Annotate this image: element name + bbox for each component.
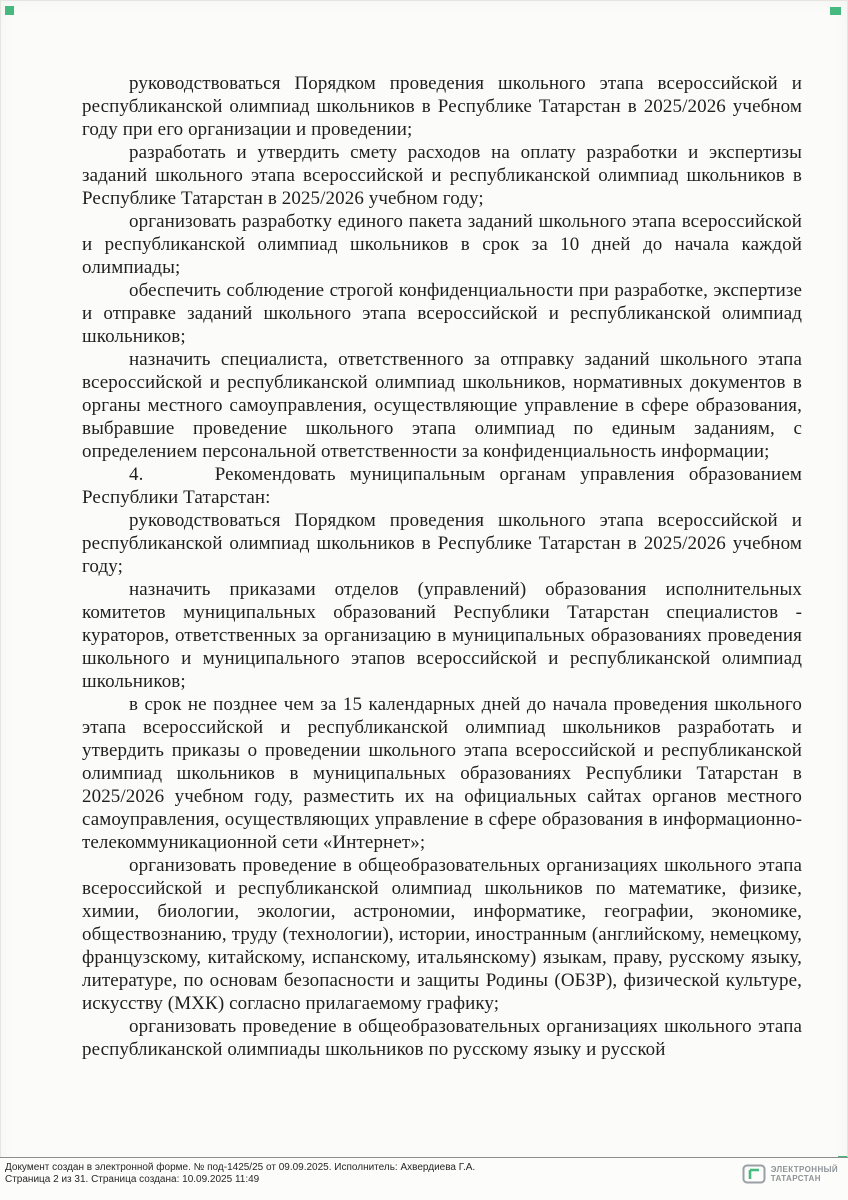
paragraph: в срок не позднее чем за 15 календарных дней до начала проведения школьного этапа всероссийской и республиканской олимпиад школьников разработать и утвердить приказы о проведении школьного этапа всероссийской и республиканской олимпиад школьников в муниципальных образованиях Республики Татарстан в 2025/2026 учебном году, разместить их на официальных сайтах органов местного самоуправления, осуществляющих управление в сфере образования в информационно-телекоммуникационной сети «Интернет»;: [82, 694, 802, 853]
paragraph: назначить приказами отделов (управлений) образования исполнительных комитетов муниципальных образований Республики Татарстан специалистов - кураторов, ответственных за организацию в муниципальных образованиях проведения школьного и муниципального этапов всероссийской и республиканской олимпиад школьников;: [82, 579, 802, 692]
paragraph: организовать проведение в общеобразовательных организациях школьного этапа всероссийской и республиканской олимпиад школьников по математике, физике, химии, биологии, экологии, астрономии, информатике, географии, экономике, обществознанию, труду (технологии), истории, иностранным (английскому, немецкому, французскому, китайскому, испанскому, итальянскому) языкам, праву, русскому языку, литературе, по основам безопасности и защиты Родины (ОБЗР), физической культуре, искусству (МХК) согласно прилагаемому графику;: [82, 855, 802, 1014]
paragraph: обеспечить соблюдение строгой конфиденциальности при разработке, экспертизе и отправке заданий школьного этапа всероссийской и республиканской олимпиад школьников;: [82, 280, 802, 347]
paragraph: организовать проведение в общеобразовательных организациях школьного этапа республиканской олимпиады школьников по русскому языку и русской: [82, 1016, 802, 1060]
document-body-text: [82, 72, 802, 1061]
paragraph: назначить специалиста, ответственного за отправку заданий школьного этапа всероссийской и республиканской олимпиад школьников, нормативных документов в органы местного самоуправления, осуществляющие управление в сфере образования, выбравшие проведение школьного этапа олимпиад по единым заданиям, с определением персональной ответственности за конфиденциальность информации;: [82, 349, 802, 462]
electronic-tatarstan-icon: [742, 1164, 766, 1184]
scan-mark-top-left: [5, 6, 14, 15]
logo-text-line-1: ЭЛЕКТРОННЫЙ: [770, 1165, 838, 1174]
paragraph: организовать разработку единого пакета заданий школьного этапа всероссийской и республиканской олимпиад школьников в срок за 10 дней до начала каждой олимпиады;: [82, 211, 802, 278]
electronic-tatarstan-logo: [742, 1164, 838, 1184]
paragraph: разработать и утвердить смету расходов на оплату разработки и экспертизы заданий школьного этапа всероссийской и республиканской олимпиад школьников в Республике Татарстан в 2025/2026 учебном году;: [82, 142, 802, 209]
logo-text-line-2: ТАТАРСТАН: [770, 1174, 821, 1183]
scan-mark-top-right: [830, 7, 841, 15]
footer-line-page-info: Страница 2 из 31. Страница создана: 10.09.2025 11:49: [5, 1174, 260, 1185]
document-footer-bar: [0, 1157, 848, 1200]
footer-metadata: [5, 1162, 475, 1186]
electronic-tatarstan-logo-text: [771, 1165, 838, 1183]
footer-line-document-info: Документ создан в электронной форме. № под-1425/25 от 09.09.2025. Исполнитель: Ахвердиева Г.А.: [5, 1162, 476, 1173]
paragraph: руководствоваться Порядком проведения школьного этапа всероссийской и республиканской олимпиад школьников в Республике Татарстан в 2025/2026 учебном году;: [82, 510, 802, 577]
paragraph: руководствоваться Порядком проведения школьного этапа всероссийской и республиканской олимпиад школьников в Республике Татарстан в 2025/2026 учебном году при его организации и проведении;: [82, 73, 802, 140]
paragraph-numbered-item-4: 4. Рекомендовать муниципальным органам управления образованием Республики Татарстан:: [82, 464, 802, 508]
